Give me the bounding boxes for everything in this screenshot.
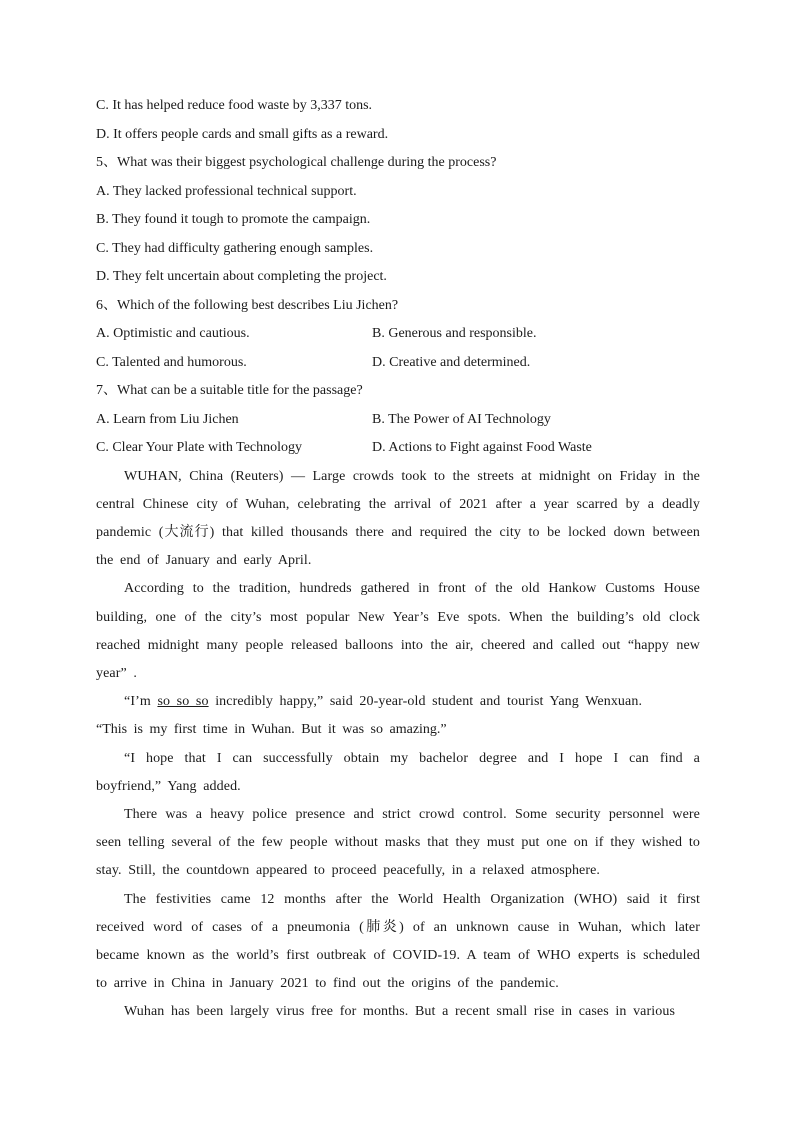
passage-paragraph-3	[96, 688, 700, 716]
option-6c: C. Talented and humorous.	[96, 354, 247, 370]
option-5a: A. They lacked professional technical support.	[96, 183, 357, 199]
passage-paragraph-4: “I hope that I can successfully obtain my bachelor degree and I hope I can find a boyfriend,” Yang added.	[96, 750, 700, 794]
option-4d: D. It offers people cards and small gifts as a reward.	[96, 126, 389, 142]
question-6-options-row1	[96, 320, 700, 349]
question-6-options-row2	[96, 349, 700, 378]
option-7c: C. Clear Your Plate with Technology	[96, 440, 303, 455]
quote-open: “I’m	[124, 694, 158, 710]
quote-rest: incredibly happy,” said 20-year-old student and tourist Yang Wenxuan.	[208, 694, 643, 710]
passage-paragraph-6: The festivities came 12 months after the World Health Organization (WHO) said it first received word of cases of a pneumonia (肺炎) of an unknown cause in Wuhan, which later became known as the world’s first outbreak of COVID-19. A team of WHO experts is scheduled to arrive in China in January 2021 to find out the origins of the pandemic.	[96, 891, 700, 992]
option-5d: D. They felt uncertain about completing the project.	[96, 269, 387, 284]
question-7-stem: 7、What can be a suitable title for the passage?	[96, 383, 363, 398]
option-5c: C. They had difficulty gathering enough samples.	[96, 240, 374, 256]
passage-paragraph-5: There was a heavy police presence and strict crowd control. Some security personnel were seen telling several of the few people without masks that they must put one on if they wished to stay. Still, the countdown appeared to proceed peacefully, in a relaxed atmosphere.	[96, 806, 700, 879]
option-6a: A. Optimistic and cautious.	[96, 326, 250, 341]
option-7a: A. Learn from Liu Jichen	[96, 411, 239, 427]
passage-paragraph-3-line2: “This is my first time in Wuhan. But it was so amazing.”	[96, 722, 447, 738]
option-5b: B. They found it tough to promote the campaign.	[96, 212, 371, 227]
question-6-stem: 6、Which of the following best describes Liu Jichen?	[96, 297, 399, 313]
question-5-stem: 5、What was their biggest psychological challenge during the process?	[96, 155, 497, 170]
option-4c: C. It has helped reduce food waste by 3,337 tons.	[96, 98, 373, 113]
passage-paragraph-7: Wuhan has been largely virus free for months. But a recent small rise in cases in various	[124, 1004, 675, 1020]
option-7d: D. Actions to Fight against Food Waste	[372, 440, 592, 455]
question-7-options-row2	[96, 434, 700, 463]
option-6b: B. Generous and responsible.	[372, 326, 537, 341]
passage-paragraph-2: According to the tradition, hundreds gathered in front of the old Hankow Customs House building, one of the city’s most popular New Year’s Eve spots. When the building’s old clock reached midnight many people released balloons into the air, cheered and called out “happy new year” .	[96, 581, 700, 681]
underlined-phrase: so so so	[157, 694, 209, 710]
passage-paragraph-1: WUHAN, China (Reuters) — Large crowds took to the streets at midnight on Friday in the central Chinese city of Wuhan, celebrating the arrival of 2021 after a year scarred by a deadly pandemic (大流行) that killed thousands there and required the city to be locked down between the end of January and early April.	[96, 468, 700, 569]
question-7-options-row1	[96, 406, 700, 435]
option-6d: D. Creative and determined.	[372, 354, 531, 370]
exam-page	[96, 92, 700, 1027]
option-7b: B. The Power of AI Technology	[372, 411, 551, 427]
